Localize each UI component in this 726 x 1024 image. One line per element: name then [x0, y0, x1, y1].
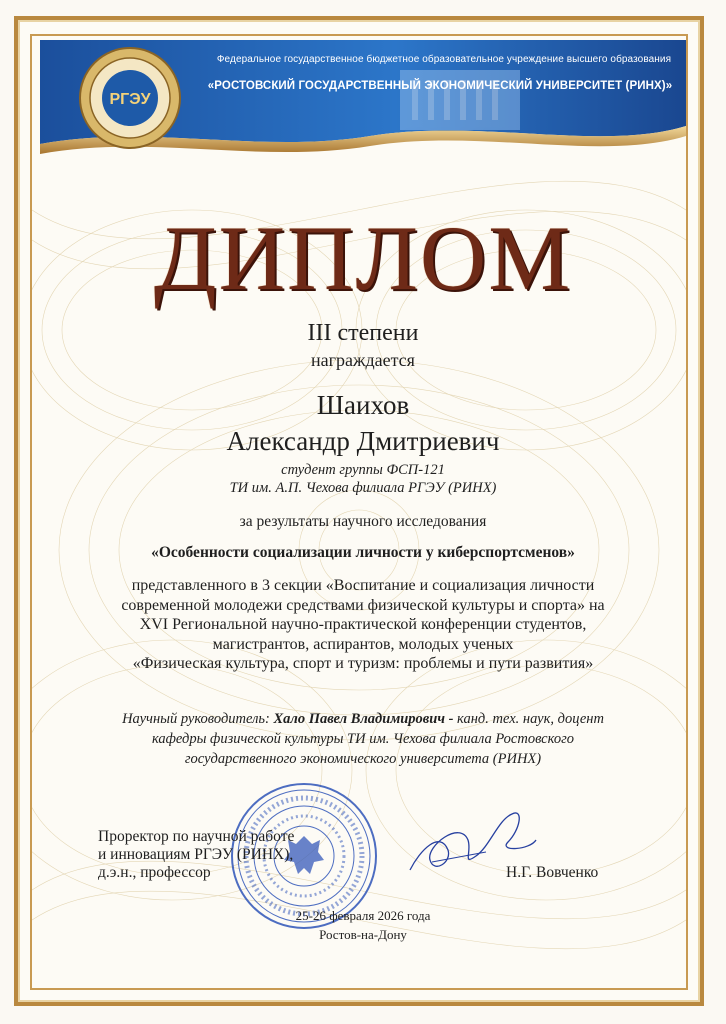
- logo-text: РГЭУ: [109, 91, 151, 108]
- recipient-institute: ТИ им. А.П. Чехова филиала РГЭУ (РИНХ): [229, 480, 497, 496]
- advisor-label: Научный руководитель:: [122, 711, 274, 727]
- awarded-text: награждается: [311, 350, 415, 370]
- signatory-line: д.э.н., профессор: [98, 864, 211, 881]
- description-line: XVI Региональной научно-практической конференции студентов,: [139, 616, 587, 634]
- description-line: «Физическая культура, спорт и туризм: проблемы и пути развития»: [132, 655, 594, 673]
- signatory-line: Проректор по научной работе: [98, 828, 295, 845]
- banner-institution-type: Федеральное государственное бюджетное образовательное учреждение высшего образования: [216, 54, 672, 65]
- diploma-title: ДИПЛОМ: [153, 207, 573, 309]
- recipient-group: студент группы ФСП-121: [281, 462, 445, 478]
- event-city: Ростов-на-Дону: [319, 927, 407, 942]
- advisor-degree: канд. тех. наук, доцент: [453, 711, 604, 727]
- banner-university-name: «РОСТОВСКИЙ ГОСУДАРСТВЕННЫЙ ЭКОНОМИЧЕСКИЙ УНИВЕРСИТЕТ (РИНХ)»: [207, 80, 673, 92]
- signatory-title: [98, 828, 358, 882]
- signatory-name: Н.Г. Вовченко: [506, 864, 599, 881]
- description-line: представленного в 3 секции «Воспитание и социализация личности: [131, 577, 595, 594]
- recipient-surname: Шаихов: [316, 390, 410, 420]
- description-line: современной молодежи средствами физической культуры и спорта» на: [121, 596, 605, 614]
- advisor-line: государственного экономического университета (РИНХ): [184, 751, 542, 767]
- signatory-line: и инновациям РГЭУ (РИНХ),: [98, 846, 294, 863]
- description-line: магистрантов, аспирантов, молодых ученых: [212, 635, 514, 653]
- event-date: 25-26 февраля 2026 года: [295, 908, 431, 923]
- advisor-name: Хало Павел Владимирович -: [273, 711, 454, 727]
- award-reason: за результаты научного исследования: [239, 513, 487, 530]
- degree-text: III степени: [307, 320, 419, 346]
- advisor-line: [0, 709, 726, 729]
- recipient-name: Александр Дмитриевич: [226, 426, 500, 456]
- university-logo: [78, 46, 182, 150]
- research-topic: «Особенности социализации личности у киберспортсменов»: [151, 544, 575, 561]
- advisor-line: кафедры физической культуры ТИ им. Чехова филиала Ростовского: [151, 731, 575, 747]
- advisor-block: [0, 709, 726, 769]
- conference-description: [0, 576, 726, 674]
